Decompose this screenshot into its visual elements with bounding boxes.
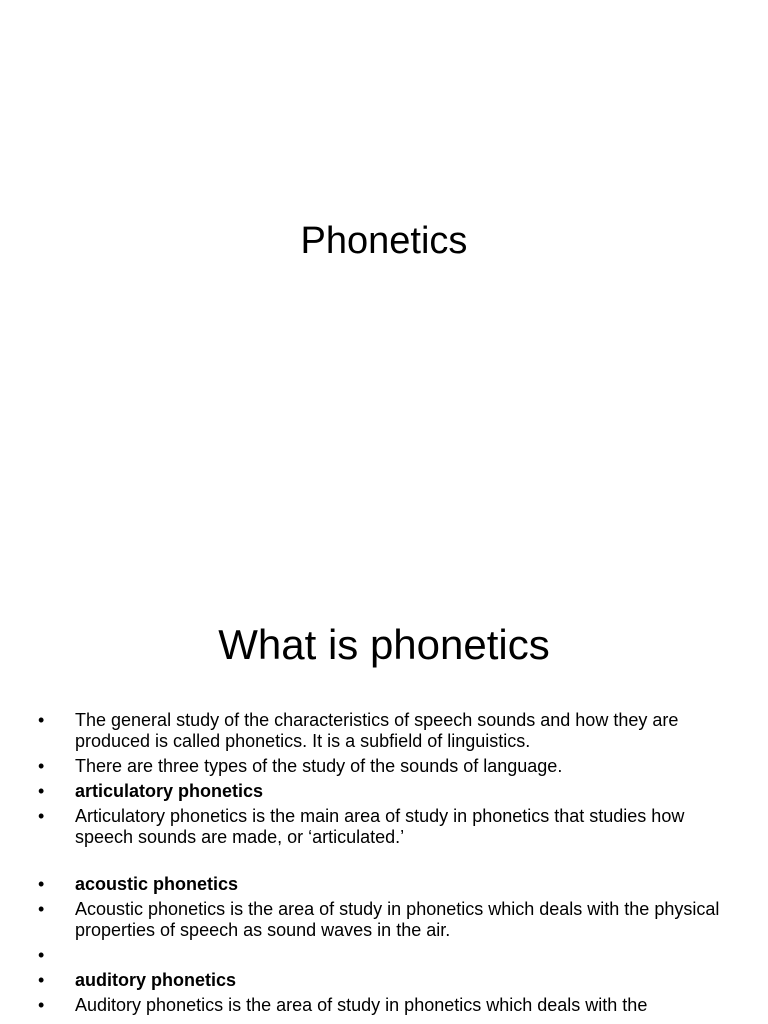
bullet-item-empty [38,945,738,966]
bullet-item [38,806,738,848]
bullet-text: Auditory phonetics is the area of study in phonetics which deals with the [75,995,648,1015]
bullet-item [38,710,738,752]
bullet-item [38,995,738,1016]
bullet-point-icon: • [38,899,45,919]
bullet-item [38,756,738,777]
bullet-text: Acoustic phonetics is the area of study in phonetics which deals with the physical properties of speech as sound waves in the air. [75,899,720,940]
bullet-point-icon: • [38,781,45,801]
bullet-point-icon: • [38,970,45,990]
slide-heading: What is phonetics [218,621,550,668]
bullet-item-heading [38,970,738,991]
bullet-point-icon: • [38,945,45,965]
bullet-point-icon: • [38,874,45,894]
bullet-text: The general study of the characteristics of speech sounds and how they are produced is called phonetics. It is a subfield of linguistics. [75,710,679,751]
bullet-point-icon: • [38,806,45,826]
bullet-text: There are three types of the study of the sounds of language. [75,756,563,776]
bullet-text: Articulatory phonetics is the main area of study in phonetics that studies how speech sounds are made, or ‘articulated.’ [75,806,685,847]
bullet-list [38,710,738,1020]
slide-title: Phonetics [300,220,468,262]
bullet-text: articulatory phonetics [75,781,264,801]
bullet-item-heading [38,781,738,802]
bullet-text: auditory phonetics [75,970,237,990]
bullet-item-heading [38,874,738,895]
slide-what-is-phonetics [0,576,768,1024]
bullet-point-icon: • [38,995,45,1015]
bullet-item [38,899,738,941]
bullet-point-icon: • [38,756,45,776]
bullet-point-icon: • [38,710,45,730]
bullet-text: acoustic phonetics [75,874,239,894]
